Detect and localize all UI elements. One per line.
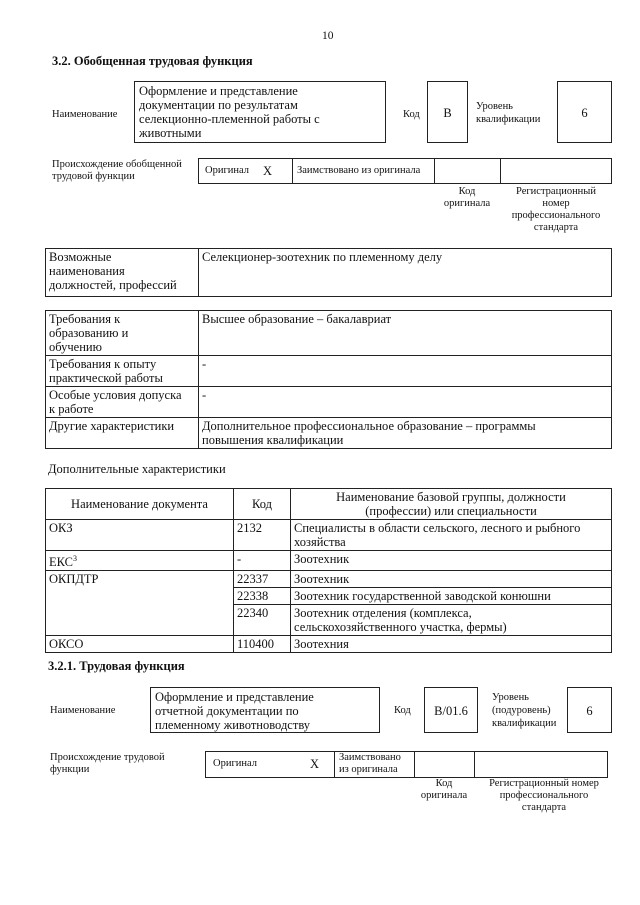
additional-title: Дополнительные характеристики (48, 462, 226, 476)
gtf-borrowed-label: Заимствовано из оригинала (297, 165, 421, 176)
divider (414, 751, 415, 778)
header-name (291, 489, 612, 520)
positions-table (45, 248, 612, 297)
divider (334, 751, 335, 778)
tf-name-line: отчетной документации по (155, 704, 299, 718)
positions-value: Селекционер-зоотехник по племенному делу (199, 249, 612, 297)
requirements-label (46, 311, 199, 356)
header-name-line: Наименование базовой группы, должности (336, 490, 566, 504)
tf-code-box (424, 687, 478, 733)
row-name: Зоотехния (291, 636, 612, 653)
requirements-row (46, 311, 612, 356)
tf-borrowed-label: из оригинала (339, 764, 398, 775)
row-code: 110400 (234, 636, 291, 653)
requirements-label (46, 356, 199, 387)
requirements-label-line: Требования к опыту (49, 357, 157, 371)
row-doc: ОКСО (46, 636, 234, 653)
tf-level-value: 6 (586, 704, 593, 718)
additional-header-row (46, 489, 612, 520)
gtf-code-value: B (443, 106, 452, 120)
requirements-value (199, 418, 612, 449)
positions-label (46, 249, 199, 297)
row-code: 22337 (234, 571, 291, 588)
gtf-name-label: Наименование (52, 109, 118, 120)
footnote-ref: 3 (73, 554, 77, 563)
requirements-value: Высшее образование – бакалавриат (199, 311, 612, 356)
gtf-code-label: Код (403, 109, 420, 120)
row-code: 2132 (234, 520, 291, 551)
tf-level-label: Уровень (492, 692, 529, 703)
page-number: 10 (322, 30, 334, 42)
row-name (291, 520, 612, 551)
requirements-row (46, 418, 612, 449)
requirements-value: - (199, 387, 612, 418)
section-title: 3.2. Обобщенная трудовая функция (52, 54, 253, 68)
tf-reg-caption: стандарта (521, 802, 567, 813)
row-doc-text: ЕКС (49, 555, 73, 570)
row-name (291, 605, 612, 636)
tf-name-line: племенному животноводству (155, 718, 311, 732)
row-name: Зоотехник государственной заводской конюшни (291, 588, 612, 605)
requirements-label-line: к работе (49, 402, 94, 416)
additional-table (45, 488, 612, 653)
header-name-line: (профессии) или специальности (365, 504, 537, 518)
divider (500, 158, 501, 184)
gtf-reg-caption: Регистрационный (516, 186, 596, 197)
table-row (46, 636, 612, 653)
requirements-label-line: Требования к (49, 312, 121, 326)
tf-orig-code-caption: оригинала (420, 790, 468, 801)
gtf-reg-caption: стандарта (533, 222, 579, 233)
requirements-label-line: практической работы (49, 371, 163, 385)
requirements-row (46, 387, 612, 418)
tf-code-label: Код (394, 705, 411, 716)
tf-origin-label: функции (50, 764, 90, 775)
gtf-level-label: квалификации (476, 114, 541, 125)
requirements-value: - (199, 356, 612, 387)
gtf-name-box (134, 81, 386, 143)
gtf-name-line: селекционно-племенной работы с (139, 112, 320, 126)
tf-orig-code-caption: Код (435, 778, 453, 789)
tf-code-value: B/01.6 (434, 704, 468, 718)
tf-name-label: Наименование (50, 705, 116, 716)
requirements-row (46, 356, 612, 387)
requirements-label-line: образованию и (49, 326, 129, 340)
gtf-level-value: 6 (581, 106, 588, 120)
row-doc: ОКЗ (46, 520, 234, 551)
tf-reg-caption: Регистрационный номер (489, 778, 599, 789)
gtf-orig-code-caption: Код (458, 186, 476, 197)
gtf-name-line: животными (139, 126, 202, 140)
tf-original-mark: X (310, 757, 320, 771)
tf-level-box (567, 687, 612, 733)
tf-title: 3.2.1. Трудовая функция (48, 659, 185, 673)
gtf-code-box (427, 81, 468, 143)
gtf-original-mark: X (263, 164, 273, 178)
tf-original-label: Оригинал (213, 758, 257, 769)
requirements-label (46, 387, 199, 418)
gtf-origin-label: Происхождение обобщенной (52, 159, 182, 170)
row-doc: ОКПДТР (46, 571, 234, 636)
tf-origin-label: Происхождение трудовой (50, 752, 165, 763)
row-name-line: Специалисты в области сельского, лесного и рыбного (294, 521, 581, 535)
tf-name-line: Оформление и представление (155, 690, 314, 704)
gtf-reg-caption: профессионального (511, 210, 601, 221)
row-name-line: сельскохозяйственного участка, фермы) (294, 620, 507, 635)
gtf-orig-code-caption: оригинала (443, 198, 491, 209)
header-code: Код (234, 489, 291, 520)
row-code: 22340 (234, 605, 291, 636)
row-name: Зоотехник (291, 571, 612, 588)
divider (474, 751, 475, 778)
row-doc (46, 551, 234, 571)
row-name: Зоотехник (291, 551, 612, 571)
requirements-label-line: обучению (49, 340, 102, 354)
requirements-label-line: Другие характеристики (49, 419, 175, 433)
gtf-reg-caption: номер (542, 198, 570, 209)
requirements-value-line: повышения квалификации (202, 433, 344, 447)
requirements-value-line: Дополнительное профессиональное образование – программы (202, 419, 536, 433)
tf-origin-row (205, 751, 608, 778)
header-doc: Наименование документа (46, 489, 234, 520)
table-row (46, 520, 612, 551)
divider (434, 158, 435, 184)
gtf-level-box (557, 81, 612, 143)
table-row (46, 571, 612, 588)
requirements-table (45, 310, 612, 449)
row-name-line: Зоотехник отделения (комплекса, (294, 606, 472, 621)
table-row (46, 551, 612, 571)
gtf-original-label: Оригинал (205, 165, 249, 176)
gtf-level-label: Уровень (476, 101, 513, 112)
positions-label-line: наименования (49, 264, 125, 278)
tf-reg-caption: профессионального (499, 790, 589, 801)
gtf-origin-label: трудовой функции (52, 171, 135, 182)
positions-label-line: Возможные (49, 250, 112, 264)
gtf-name-line: Оформление и представление (139, 84, 298, 98)
gtf-name-line: документации по результатам (139, 98, 298, 112)
tf-borrowed-label: Заимствовано (339, 752, 401, 763)
row-code: 22338 (234, 588, 291, 605)
divider (292, 158, 293, 184)
positions-label-line: должностей, профессий (49, 278, 177, 292)
requirements-label-line: Особые условия допуска (49, 388, 182, 402)
row-code: - (234, 551, 291, 571)
tf-level-label: квалификации (492, 718, 557, 729)
row-name-line: хозяйства (294, 535, 346, 549)
tf-level-label: (подуровень) (492, 705, 551, 716)
tf-name-box (150, 687, 380, 733)
requirements-label (46, 418, 199, 449)
